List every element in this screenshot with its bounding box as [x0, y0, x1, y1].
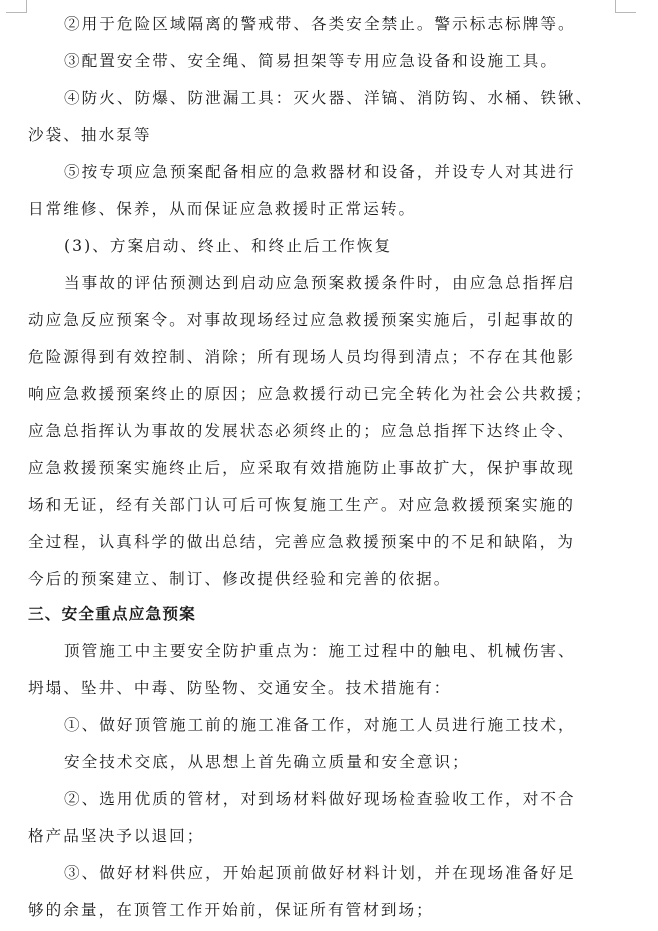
- list-item-2: ②用于危险区域隔离的警戒带、各类安全禁止。警示标志标牌等。: [64, 15, 576, 33]
- measure-item-1-continued: 安全技术交底，从思想上首先确立质量和安全意识；: [64, 753, 470, 771]
- list-item-4: ④防火、防爆、防泄漏工具：灭火器、洋镐、消防钩、水桶、铁锹、: [64, 89, 594, 107]
- measure-item-2: ②、选用优质的管材，对到场材料做好现场检查验收工作，对不合: [64, 790, 576, 808]
- section-heading: 三、安全重点应急预案: [28, 605, 196, 623]
- page-corner-mark-left: [6, 0, 27, 13]
- page-corner-mark-right: [615, 0, 636, 13]
- list-item-5: ⑤按专项应急预案配备相应的急救器材和设备，并设专人对其进行: [64, 163, 576, 181]
- measure-item-2-continued: 格产品坚决予以退回；: [28, 827, 205, 845]
- paragraph-line: 顶管施工中主要安全防护重点为：施工过程中的触电、机械伤害、: [64, 642, 576, 660]
- measure-item-3: ③、做好材料供应，开始起顶前做好材料计划，并在现场准备好足: [64, 864, 576, 882]
- measure-item-3-continued: 够的余量，在顶管工作开始前，保证所有管材到场；: [28, 901, 434, 919]
- paragraph-line: 动应急反应预案令。对事故现场经过应急救援预案实施后，引起事故的: [28, 311, 575, 329]
- paragraph-line: 危险源得到有效控制、消除；所有现场人员均得到清点；不存在其他影: [28, 348, 575, 366]
- paragraph-line: 场和无证，经有关部门认可后可恢复施工生产。对应急救援预案实施的: [28, 496, 575, 514]
- paragraph-line: 当事故的评估预测达到启动应急预案救援条件时，由应急总指挥启: [64, 274, 576, 292]
- paragraph-line: 今后的预案建立、制订、修改提供经验和完善的依据。: [28, 570, 452, 588]
- paragraph-line: 坍塌、坠井、中毒、防坠物、交通安全。技术措施有：: [28, 679, 452, 697]
- paragraph-line: 应急总指挥认为事故的发展状态必须终止的；应急总指挥下达终止令、: [28, 422, 575, 440]
- list-item-5-continued: 日常维修、保养，从而保证应急救援时正常运转。: [28, 200, 417, 218]
- measure-item-1: ①、做好顶管施工前的施工准备工作，对施工人员进行施工技术，: [64, 716, 576, 734]
- list-item-3: ③配置安全带、安全绳、简易担架等专用应急设备和设施工具。: [64, 52, 559, 70]
- paragraph-line: 响应急救援预案终止的原因；应急救援行动已完全转化为社会公共救援；: [28, 385, 593, 403]
- paragraph-line: 应急救援预案实施终止后，应采取有效措施防止事故扩大，保护事故现: [28, 459, 575, 477]
- list-item-4-continued: 沙袋、抽水泵等: [28, 126, 152, 144]
- subsection-heading: (3)、方案启动、终止、和终止后工作恢复: [64, 237, 393, 255]
- paragraph-line: 全过程，认真科学的做出总结，完善应急救援预案中的不足和缺陷，为: [28, 533, 575, 551]
